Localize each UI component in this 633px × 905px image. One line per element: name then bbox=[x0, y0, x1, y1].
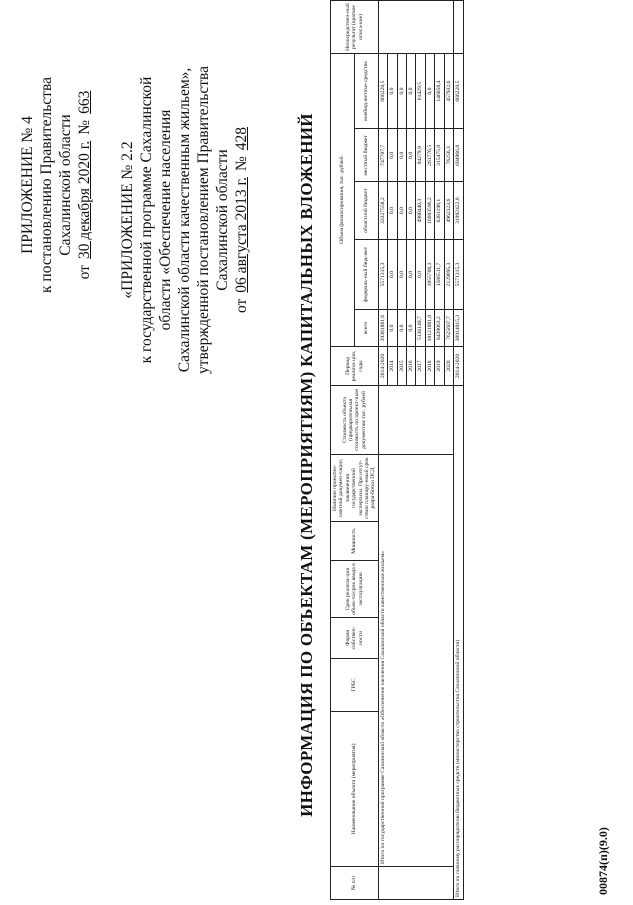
program-number: 428 bbox=[233, 127, 250, 151]
program-num-prefix: № bbox=[233, 156, 250, 172]
cell-regional: 16003596,2 bbox=[425, 182, 434, 239]
col-name: Наименование объекта (мероприятия) bbox=[331, 712, 379, 867]
cell-other: 0,0 bbox=[407, 54, 416, 129]
program-line6: Сахалинской области bbox=[214, 149, 231, 291]
col-grbs: ГРБС bbox=[331, 659, 379, 712]
capital-investments-table bbox=[330, 0, 464, 900]
col-term: Срок реализа-ции объек-та/срок ввода в эксплуатацию bbox=[331, 561, 379, 618]
program-line4: Сахалинской области качественным жильем», bbox=[176, 67, 193, 373]
col-ownership: Форма собствен-ности bbox=[331, 618, 379, 659]
cell-regional: 0,0 bbox=[407, 182, 416, 239]
cell-total: 39381881,6 bbox=[378, 310, 387, 347]
header-row-1 bbox=[331, 1, 355, 900]
total-total: 38914915,3 bbox=[454, 310, 463, 347]
cell-other: 0,0 bbox=[425, 54, 434, 129]
cell-total: 0,0 bbox=[397, 310, 406, 347]
total-label: Итого по главному распорядителю бюджетных средств (министерство строительства Сахалинской области) bbox=[454, 386, 463, 900]
cell-regional: 33327558,2 bbox=[378, 182, 387, 239]
cell-period: 2017 bbox=[416, 347, 425, 386]
cell-local: 315475,0 bbox=[435, 129, 444, 182]
col-financing: Объем финансирования, тыс. рублей bbox=[331, 54, 355, 347]
cell-federal: 1855708,3 bbox=[425, 239, 434, 309]
cell-period: 2014 bbox=[388, 347, 397, 386]
total-period: 2014-2020 bbox=[454, 347, 463, 386]
cell-local: 747787,7 bbox=[378, 129, 387, 182]
cell-total: 5136149,7 bbox=[416, 310, 425, 347]
section-label: Итого по государственной программе Сахалинской области «Обеспечение населения Сахалинской области качественным жильем» bbox=[378, 455, 453, 867]
cell-other: 0,0 bbox=[388, 54, 397, 129]
cell-other: 146858,4 bbox=[435, 54, 444, 129]
appendix-title: ПРИЛОЖЕНИЕ № 4 bbox=[19, 116, 36, 254]
col-capacity: Мощность bbox=[331, 522, 379, 561]
total-other: 666220,5 bbox=[454, 54, 463, 129]
col-cost: Стоимость объекта (предварительная стоимость по проект-ным документам тыс. рублей bbox=[331, 386, 379, 455]
program-line3: области «Обеспечение населения bbox=[157, 109, 174, 331]
cell-period: 2019 bbox=[435, 347, 444, 386]
cell-regional: 4962323,6 bbox=[444, 182, 453, 239]
cell-total: 0,0 bbox=[407, 310, 416, 347]
cell-regional: 4980440,3 bbox=[416, 182, 425, 239]
cell-total: 18121081,0 bbox=[425, 310, 434, 347]
cell-local: 76256,3 bbox=[444, 129, 453, 182]
document-title: ИНФОРМАЦИЯ ПО ОБЪЕКТАМ (МЕРОПРИЯТИЯМ) КАПИТАЛЬНЫХ ВЛОЖЕНИЙ bbox=[297, 113, 316, 817]
cell-regional: 0,0 bbox=[388, 182, 397, 239]
cell-total: 8439063,2 bbox=[435, 310, 444, 347]
program-line5: утвержденной постановлением Правительства bbox=[195, 66, 212, 374]
cell-period: 2014-2020 bbox=[378, 347, 387, 386]
cell-local: 261776,5 bbox=[425, 129, 434, 182]
appendix-date: 30 декабря 2020 г. bbox=[76, 140, 93, 260]
cell-federal: 0,0 bbox=[407, 239, 416, 309]
document-code: 00874(п)(9.0) bbox=[596, 827, 610, 895]
cell-other: 0,0 bbox=[397, 54, 406, 129]
cell-period: 2016 bbox=[407, 347, 416, 386]
program-date-prefix: от bbox=[233, 298, 250, 314]
cell-local: 94279,9 bbox=[416, 129, 425, 182]
cell-local: 0,0 bbox=[388, 129, 397, 182]
cell-total: 0,0 bbox=[388, 310, 397, 347]
appendix-header bbox=[18, 25, 94, 345]
cell-federal: 2129095,3 bbox=[444, 239, 453, 309]
table-row bbox=[378, 1, 387, 900]
program-header bbox=[118, 15, 251, 425]
cell-federal: 5571315,3 bbox=[378, 239, 387, 309]
appendix-line1: к постановлению Правительства bbox=[38, 77, 55, 293]
appendix-number: 663 bbox=[76, 90, 93, 114]
col-total: всего bbox=[354, 310, 378, 347]
col-docs: Наличие проектно-сметной докумен-тации, заключения государственной экспертизы. При отсут-ствии планиру-емый срок разра-ботки ПСД bbox=[331, 455, 379, 522]
col-num: № п/п bbox=[331, 867, 379, 900]
program-line2: к государственной программе Сахалинской bbox=[138, 76, 155, 364]
appendix-num-prefix: № bbox=[76, 119, 93, 135]
cell-local: 0,0 bbox=[397, 129, 406, 182]
col-federal: федераль-ный бюд-жет bbox=[354, 239, 378, 309]
total-regional: 31992422,8 bbox=[454, 182, 463, 239]
cell-federal: 0,0 bbox=[416, 239, 425, 309]
total-federal: 5571315,3 bbox=[454, 239, 463, 309]
cell-period: 2015 bbox=[397, 347, 406, 386]
col-result: Непосредствен-ный результат (краткое описа-ние) bbox=[331, 1, 379, 54]
cell-other: 457932,6 bbox=[444, 54, 453, 129]
cell-local: 0,0 bbox=[407, 129, 416, 182]
col-period: Период реализа-ции, годы bbox=[331, 347, 379, 386]
program-date-row bbox=[232, 15, 251, 425]
cell-other: 61429,5 bbox=[416, 54, 425, 129]
program-date: 06 августа 2013 г. bbox=[233, 177, 250, 293]
cell-regional: 0,0 bbox=[397, 182, 406, 239]
appendix-date-prefix: от bbox=[76, 265, 93, 280]
cell-total: 7625607,7 bbox=[444, 310, 453, 347]
col-regional: областной бюджет bbox=[354, 182, 378, 239]
col-local: местный бюджет bbox=[354, 129, 378, 182]
cell-regional: 6381198,1 bbox=[435, 182, 444, 239]
col-other: внебюд-жетные средства bbox=[354, 54, 378, 129]
total-local: 684966,8 bbox=[454, 129, 463, 182]
cell-federal: 0,0 bbox=[388, 239, 397, 309]
cell-period: 2020 bbox=[444, 347, 453, 386]
appendix-date-row bbox=[75, 25, 94, 345]
appendix-line2: Сахалинской области bbox=[57, 114, 74, 256]
program-line1: «ПРИЛОЖЕНИЕ № 2.2 bbox=[119, 141, 136, 299]
cell-other: 666220,5 bbox=[378, 54, 387, 129]
cell-federal: 0,0 bbox=[397, 239, 406, 309]
cell-period: 2018 bbox=[425, 347, 434, 386]
total-row bbox=[454, 1, 463, 900]
cell-federal: 1586511,7 bbox=[435, 239, 444, 309]
